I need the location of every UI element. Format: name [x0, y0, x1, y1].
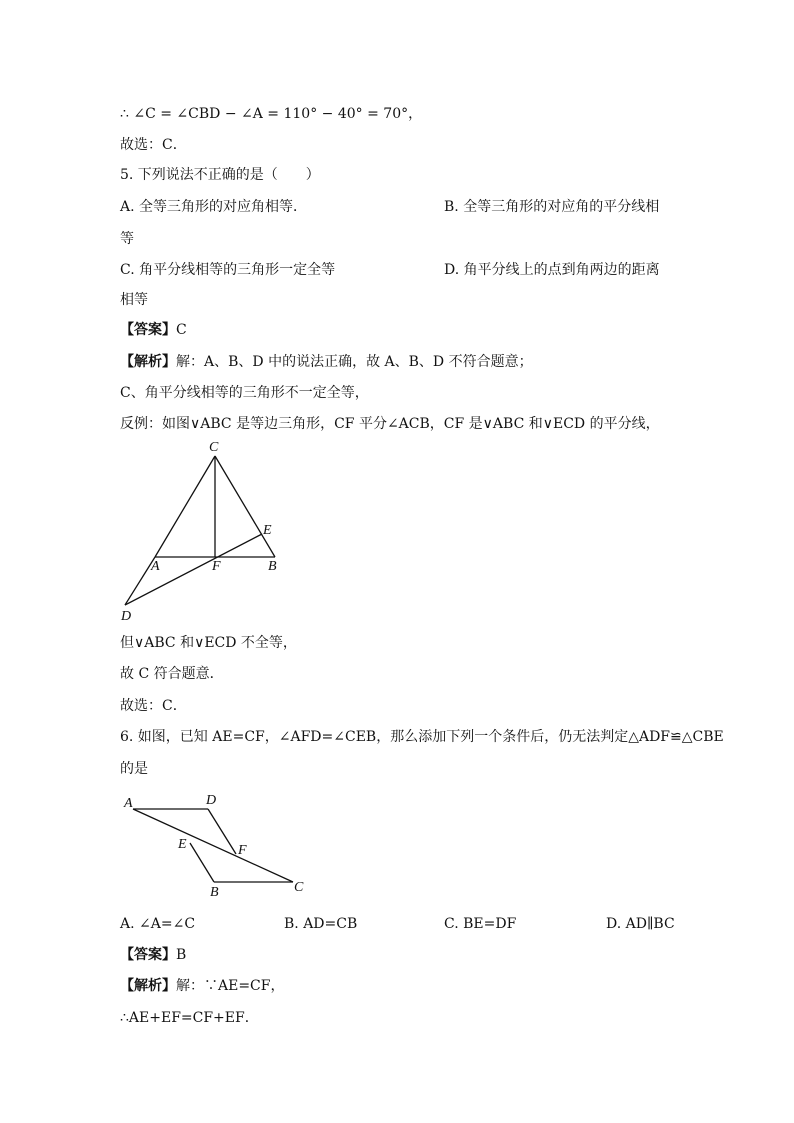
option-d: D. 角平分线上的点到角两边的距离: [444, 262, 660, 278]
text-line: ∴ ∠C = ∠CBD − ∠A = 110° − 40° = 70°，: [120, 106, 423, 122]
question-6: 6. 如图，已知 AE=CF，∠AFD=∠CEB，那么添加下列一个条件后，仍无法判定△ADF≌△CBE: [120, 729, 724, 745]
answer-tag: 【答案】: [120, 947, 176, 963]
label-B: B: [268, 559, 277, 574]
label-D: D: [206, 793, 217, 808]
label-D: D: [121, 609, 132, 624]
explanation-tag: 【解析】: [120, 978, 176, 994]
label-F: F: [238, 843, 247, 858]
question-6-cont: 的是: [120, 761, 148, 777]
text-line: 但∨ABC 和∨ECD 不全等，: [120, 635, 297, 651]
answer-tag: 【答案】: [120, 322, 176, 338]
label-E: E: [263, 523, 272, 538]
text-line: 故选：C．: [120, 698, 187, 714]
text-line: C、角平分线相等的三角形不一定全等，: [120, 385, 369, 401]
label-A: A: [151, 559, 160, 574]
explanation-tag: 【解析】: [120, 354, 176, 370]
text-line: 反例：如图∨ABC 是等边三角形，CF 平分∠ACB，CF 是∨ABC 和∨ECD 的平分线，: [120, 416, 660, 432]
label-C: C: [209, 440, 219, 455]
label-A: A: [124, 796, 133, 811]
answer-value: B: [176, 947, 187, 963]
option-a: A. 全等三角形的对应角相等．: [120, 199, 308, 215]
explanation-text: 解：A、B、D 中的说法正确，故 A、B、D 不符合题意；: [176, 354, 533, 370]
text-line: 故选：C．: [120, 137, 187, 153]
label-F: F: [212, 559, 221, 574]
option-d-cont: 相等: [120, 292, 148, 308]
option-c: C. 角平分线相等的三角形一定全等: [120, 262, 336, 278]
explanation-text: 解：∵AE=CF，: [176, 978, 285, 994]
option-d: D. AD∥BC: [606, 916, 675, 932]
label-B: B: [210, 885, 219, 900]
option-b: B. AD=CB: [284, 916, 358, 932]
option-a: A. ∠A=∠C: [120, 916, 196, 932]
label-E: E: [178, 837, 187, 852]
text-line: ∴AE+EF=CF+EF．: [120, 1010, 259, 1026]
answer-value: C: [176, 322, 187, 338]
label-C: C: [294, 880, 304, 895]
option-b: B. 全等三角形的对应角的平分线相: [444, 199, 660, 215]
text-line: 故 C 符合题意．: [120, 666, 224, 682]
option-c: C. BE=DF: [444, 916, 517, 932]
explanation-6: [120, 976, 285, 996]
option-b-cont: 等: [120, 231, 134, 247]
answer-6: [120, 945, 186, 965]
question-5: 5. 下列说法不正确的是（ ）: [120, 167, 320, 183]
